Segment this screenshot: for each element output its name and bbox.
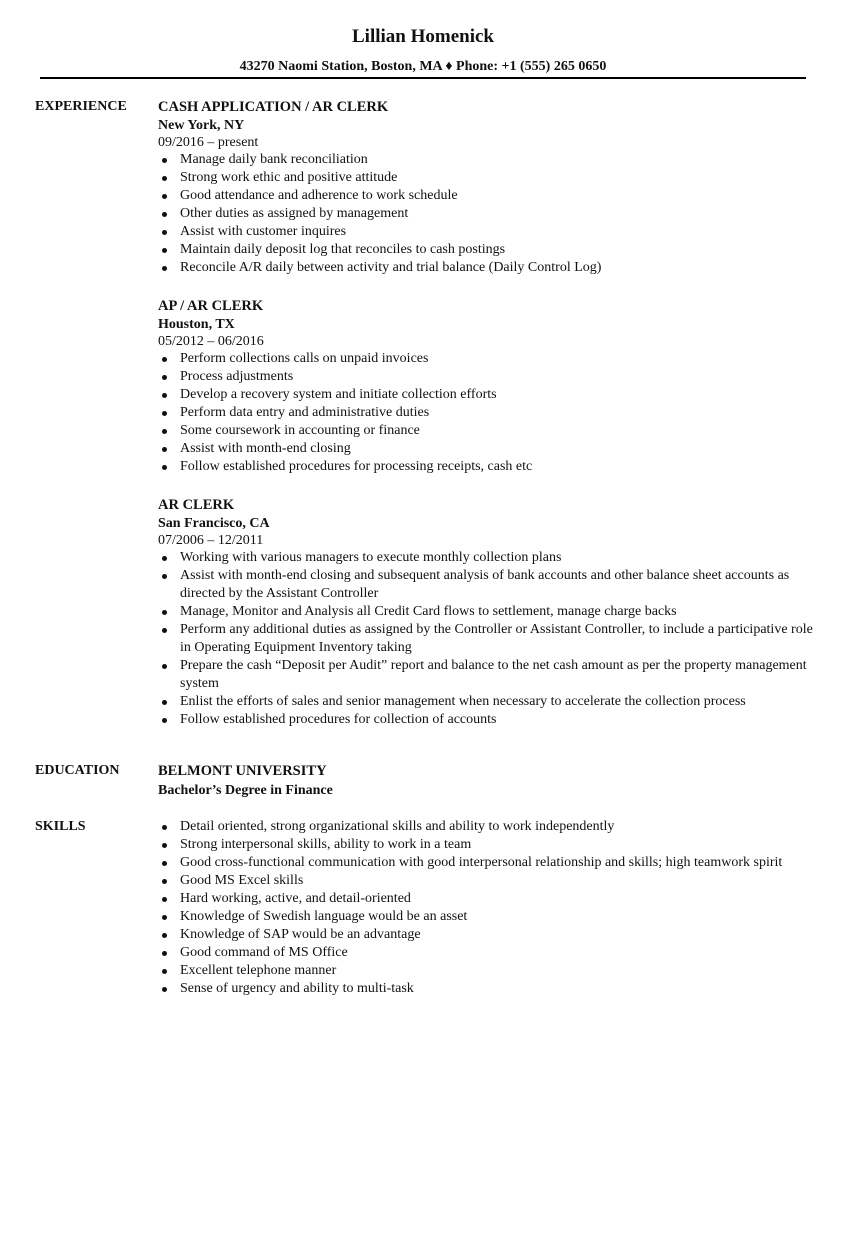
list-item: Reconcile A/R daily between activity and trial balance (Daily Control Log) — [158, 259, 818, 277]
list-item: Perform collections calls on unpaid invoices — [158, 350, 818, 368]
bullet-icon — [162, 628, 167, 633]
list-item: Good command of MS Office — [158, 944, 818, 962]
bullet-icon — [162, 393, 167, 398]
bullet-icon — [162, 266, 167, 271]
list-item: Excellent telephone manner — [158, 962, 818, 980]
list-item: Assist with month-end closing — [158, 440, 818, 458]
job-title: AP / AR CLERK — [158, 298, 264, 314]
list-item: Strong work ethic and positive attitude — [158, 169, 818, 187]
list-item: Prepare the cash “Deposit per Audit” report and balance to the net cash amount as per the property management system — [158, 657, 818, 693]
bullet-icon — [162, 158, 167, 163]
list-item: Knowledge of SAP would be an advantage — [158, 926, 818, 944]
job-entry — [158, 496, 818, 729]
list-item: Other duties as assigned by management — [158, 205, 818, 223]
list-item: Working with various managers to execute monthly collection plans — [158, 549, 818, 567]
experience-heading: EXPERIENCE — [35, 99, 127, 114]
job-title: CASH APPLICATION / AR CLERK — [158, 99, 389, 115]
school-name: BELMONT UNIVERSITY — [158, 763, 327, 779]
bullet-icon — [162, 375, 167, 380]
bullet-icon — [162, 212, 167, 217]
bullet-icon — [162, 897, 167, 902]
bullet-icon — [162, 861, 167, 866]
job-bullets — [158, 549, 818, 729]
job-location: San Francisco, CA — [158, 516, 270, 531]
list-item: Follow established procedures for processing receipts, cash etc — [158, 458, 818, 476]
skills-heading: SKILLS — [35, 819, 86, 834]
bullet-icon — [162, 447, 167, 452]
candidate-name: Lillian Homenick — [352, 26, 494, 47]
job-location: New York, NY — [158, 118, 245, 133]
experience-body — [158, 98, 818, 749]
education-heading: EDUCATION — [35, 763, 120, 778]
bullet-icon — [162, 825, 167, 830]
list-item: Process adjustments — [158, 368, 818, 386]
bullet-icon — [162, 411, 167, 416]
bullet-icon — [162, 664, 167, 669]
bullet-icon — [162, 951, 167, 956]
bullet-icon — [162, 933, 167, 938]
bullet-icon — [162, 843, 167, 848]
bullet-icon — [162, 610, 167, 615]
list-item: Good attendance and adherence to work schedule — [158, 187, 818, 205]
bullet-icon — [162, 230, 167, 235]
list-item: Maintain daily deposit log that reconciles to cash postings — [158, 241, 818, 259]
list-item: Knowledge of Swedish language would be an asset — [158, 908, 818, 926]
job-entry — [158, 98, 818, 277]
list-item: Assist with month-end closing and subsequent analysis of bank accounts and other balance sheet accounts as directed by the Assistant Controller — [158, 567, 818, 603]
job-dates: 07/2006 – 12/2011 — [158, 533, 264, 548]
bullet-icon — [162, 556, 167, 561]
skills-body — [158, 818, 818, 998]
list-item: Perform any additional duties as assigned by the Controller or Assistant Controller, to include a participative role in Operating Equipment Inventory taking — [158, 621, 818, 657]
list-item: Manage daily bank reconciliation — [158, 151, 818, 169]
list-item: Perform data entry and administrative duties — [158, 404, 818, 422]
education-body — [158, 762, 818, 800]
bullet-icon — [162, 574, 167, 579]
skills-list — [158, 818, 818, 998]
job-entry — [158, 297, 818, 476]
bullet-icon — [162, 465, 167, 470]
list-item: Hard working, active, and detail-oriented — [158, 890, 818, 908]
list-item: Enlist the efforts of sales and senior management when necessary to accelerate the collection process — [158, 693, 818, 711]
list-item: Some coursework in accounting or finance — [158, 422, 818, 440]
degree: Bachelor’s Degree in Finance — [158, 783, 333, 798]
list-item: Follow established procedures for collection of accounts — [158, 711, 818, 729]
bullet-icon — [162, 176, 167, 181]
list-item: Strong interpersonal skills, ability to work in a team — [158, 836, 818, 854]
job-title: AR CLERK — [158, 497, 235, 513]
bullet-icon — [162, 700, 167, 705]
contact-line: 43270 Naomi Station, Boston, MA ♦ Phone: +1 (555) 265 0650 — [239, 59, 607, 74]
bullet-icon — [162, 194, 167, 199]
header-divider — [40, 77, 806, 79]
bullet-icon — [162, 915, 167, 920]
bullet-icon — [162, 429, 167, 434]
job-bullets — [158, 350, 818, 476]
list-item: Sense of urgency and ability to multi-task — [158, 980, 818, 998]
job-dates: 09/2016 – present — [158, 135, 259, 150]
list-item: Good cross-functional communication with good interpersonal relationship and skills; high teamwork spirit — [158, 854, 818, 872]
bullet-icon — [162, 357, 167, 362]
job-bullets — [158, 151, 818, 277]
list-item: Good MS Excel skills — [158, 872, 818, 890]
bullet-icon — [162, 718, 167, 723]
bullet-icon — [162, 969, 167, 974]
list-item: Detail oriented, strong organizational skills and ability to work independently — [158, 818, 818, 836]
job-dates: 05/2012 – 06/2016 — [158, 334, 264, 349]
list-item: Assist with customer inquires — [158, 223, 818, 241]
job-location: Houston, TX — [158, 317, 235, 332]
bullet-icon — [162, 987, 167, 992]
bullet-icon — [162, 879, 167, 884]
list-item: Develop a recovery system and initiate collection efforts — [158, 386, 818, 404]
list-item: Manage, Monitor and Analysis all Credit Card flows to settlement, manage charge backs — [158, 603, 818, 621]
bullet-icon — [162, 248, 167, 253]
